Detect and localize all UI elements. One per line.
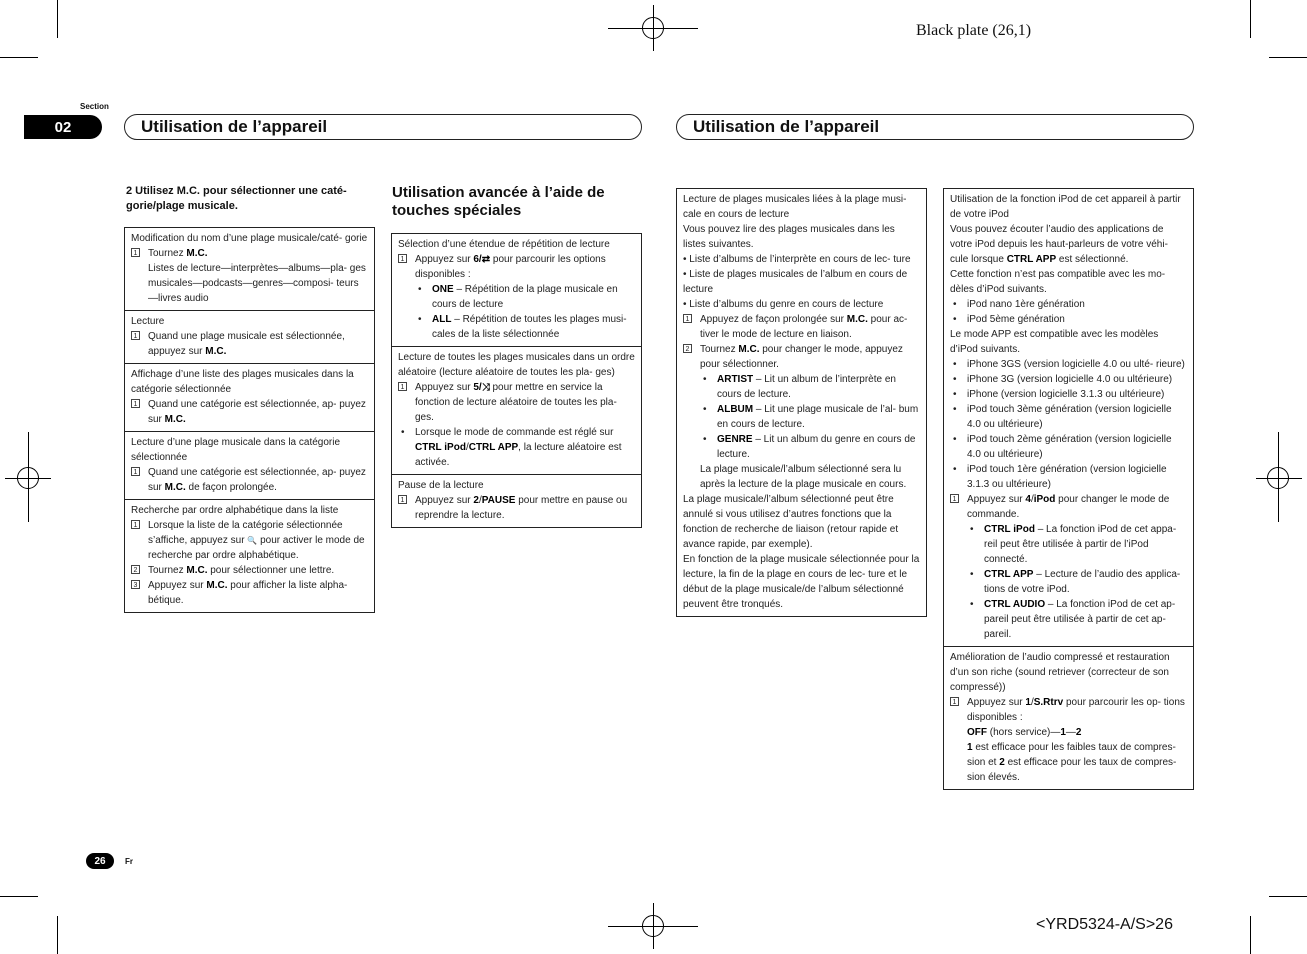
step-2-title: 2 Utilisez M.C. pour sélectionner une caté- gorie/plage musicale. xyxy=(126,185,347,212)
step-text: pour sélectionner une lettre. xyxy=(207,565,335,576)
button-name: 1 xyxy=(1025,697,1031,708)
button-name: 2 xyxy=(473,495,479,506)
step-number: 1 xyxy=(131,399,140,408)
step-number: 1 xyxy=(950,697,959,706)
step-item xyxy=(131,465,368,495)
option-item xyxy=(950,522,1187,567)
option-name: 1 xyxy=(1060,727,1066,738)
cell-title: Lecture xyxy=(131,316,165,327)
crop-mark xyxy=(1250,0,1251,38)
option-name: 2 xyxy=(999,757,1005,768)
option-text: – Lit un album de l’interprète en cours de lecture. xyxy=(717,374,896,400)
column2-table xyxy=(391,233,642,528)
step-number: 1 xyxy=(398,495,407,504)
table-cell xyxy=(125,500,374,612)
button-name: M.C. xyxy=(164,414,186,425)
paragraph: Le mode APP est compatible avec les modèles d’iPod suivants. xyxy=(950,329,1159,355)
crop-mark xyxy=(1269,57,1307,58)
option-name: ALBUM xyxy=(717,404,754,415)
note-item xyxy=(398,425,635,470)
list-item: • iPhone 3G (version logicielle 4.0 ou ultérieure) xyxy=(950,372,1187,387)
step-text: Appuyez sur xyxy=(148,580,207,591)
step-text: Appuyez sur xyxy=(415,495,474,506)
step-item xyxy=(683,312,920,342)
button-name: M.C. xyxy=(164,482,186,493)
step-text: Listes de lecture—interprètes—albums—pla- ges musicales—podcasts—genres—composi- teurs—livres audio xyxy=(148,263,366,304)
search-icon: 🔍 xyxy=(247,536,258,545)
button-name: M.C. xyxy=(205,346,227,357)
step-number: 1 xyxy=(131,467,140,476)
note: La plage musicale/l’album sélectionné sera lu après la lecture de la plage musicale en cours. xyxy=(700,464,907,490)
crop-mark xyxy=(57,916,58,954)
option-text: – Lit un album du genre en cours de lecture. xyxy=(717,434,916,460)
step-text: pour afficher la liste alpha- bétique. xyxy=(148,580,348,606)
step-text: Appuyez sur xyxy=(967,697,1026,708)
text: Vous pouvez écouter l’audio des applications de votre iPod depuis les haut-parleurs de votre véhi- cule lorsque xyxy=(950,224,1168,265)
text: est sélectionné. xyxy=(1056,254,1129,265)
option-text: – La fonction iPod de cet ap- pareil peut être utilisée à partir de cet ap- pareil. xyxy=(984,599,1176,640)
option-name: OFF xyxy=(967,727,987,738)
registration-line xyxy=(28,432,29,522)
separator: / xyxy=(1030,697,1034,708)
step-text: pour parcourir les options disponibles : xyxy=(415,254,606,280)
repeat-icon: ⇄ xyxy=(481,254,491,265)
step-text: Appuyez sur xyxy=(415,254,474,265)
paragraph xyxy=(950,222,1187,267)
cell-title: Lecture de toutes les plages musicales dans un ordre aléatoire (lecture aléatoire de toutes les pla- ges) xyxy=(398,352,635,378)
table-cell xyxy=(392,347,641,475)
cell-title: Modification du nom d’une plage musicale/caté- gorie xyxy=(131,233,368,244)
table-cell xyxy=(125,432,374,500)
mode-name: CTRL APP xyxy=(468,442,519,453)
separator: / xyxy=(1030,494,1034,505)
option-text: – La fonction iPod de cet appa- reil peut être utilisée à partir de l’iPod connecté. xyxy=(984,524,1177,565)
step-item xyxy=(398,252,635,282)
option-item xyxy=(683,402,920,432)
language-label: Fr xyxy=(125,857,133,866)
cell-title: Affichage d’une liste des plages musicales dans la catégorie sélectionnée xyxy=(131,369,354,395)
option-sequence xyxy=(950,725,1187,740)
table-cell xyxy=(944,647,1193,789)
option-name: CTRL APP xyxy=(984,569,1034,580)
option-item xyxy=(683,372,920,402)
step-text: pour changer le mode, appuyez pour sélectionner. xyxy=(700,344,903,370)
separator: / xyxy=(465,442,469,453)
button-name: M.C. xyxy=(206,580,228,591)
option-item xyxy=(398,312,635,342)
button-name: M.C. xyxy=(186,248,208,259)
step-number: 2 xyxy=(683,344,692,353)
registration-line xyxy=(608,28,698,29)
option-name: ONE xyxy=(432,284,454,295)
section-number-badge: 02 xyxy=(24,115,102,139)
note-text: Lorsque le mode de commande est réglé sur xyxy=(415,427,614,438)
list-item: • iPod touch 3ème génération (version logicielle 4.0 ou ultérieure) xyxy=(950,402,1187,432)
column4-table xyxy=(943,188,1194,790)
header-right: Utilisation de l’appareil xyxy=(676,114,1194,140)
plate-label: Black plate (26,1) xyxy=(916,22,1032,39)
header-left: Utilisation de l’appareil xyxy=(124,114,642,140)
step-text: Appuyez sur xyxy=(415,382,474,393)
option-text: – Répétition de toutes les plages musi- cales de la liste sélectionnée xyxy=(432,314,627,340)
table-cell xyxy=(392,234,641,347)
registration-line xyxy=(1278,432,1279,522)
step-text: Tournez xyxy=(148,248,187,259)
option-name: 1 xyxy=(967,742,973,753)
paragraph: En fonction de la plage musicale sélectionnée pour la lecture, la fin de la plage en cours de lec- ture et le début de la plage musicale/de l’album sélectionné peuvent être tronqués. xyxy=(683,554,920,610)
step-text: pour parcourir les op- tions disponibles : xyxy=(967,697,1185,723)
column1-table xyxy=(124,227,375,613)
table-cell xyxy=(677,189,926,616)
button-name: 5/ xyxy=(473,382,482,393)
option-text: est efficace pour les faibles taux de compres- sion et xyxy=(967,742,1176,768)
paragraph: Cette fonction n’est pas compatible avec les mo- dèles d’iPod suivants. xyxy=(950,269,1166,295)
step-number: 1 xyxy=(131,520,140,529)
paragraph: La plage musicale/l’album sélectionné peut être annulé si vous utilisez d’autres fonctions que la fonction de recherche de liaison (retour rapide et avance rapide, par exemple). xyxy=(683,494,899,550)
note-text: , la lecture aléatoire est activée. xyxy=(415,442,622,468)
option-name: ARTIST xyxy=(717,374,754,385)
step-text: Quand une catégorie est sélectionnée, ap- puyez sur xyxy=(148,467,366,493)
mode-name: CTRL iPod xyxy=(415,442,466,453)
crop-mark xyxy=(1269,896,1307,897)
crop-mark xyxy=(0,896,38,897)
list-item: • iPod 5ème génération xyxy=(950,312,1187,327)
registration-line xyxy=(608,926,698,927)
button-name: 4 xyxy=(1025,494,1031,505)
button-name: PAUSE xyxy=(481,495,516,506)
shuffle-icon: ⤨ xyxy=(481,382,490,393)
step-item xyxy=(950,492,1187,522)
list-item: • iPhone (version logicielle 3.1.3 ou ultérieure) xyxy=(950,387,1187,402)
step-item xyxy=(131,518,368,563)
cell-title: Lecture de plages musicales liées à la plage musi- cale en cours de lecture xyxy=(683,194,907,220)
step-text: Tournez xyxy=(700,344,739,355)
step-item xyxy=(950,695,1187,725)
option-text: – Lit une plage musicale de l’al- bum en cours de lecture. xyxy=(717,404,919,430)
option-text: (hors service)— xyxy=(987,727,1061,738)
step-item xyxy=(131,329,368,359)
option-item xyxy=(398,282,635,312)
crop-mark xyxy=(0,57,38,58)
step-text: Quand une plage musicale est sélectionnée, appuyez sur xyxy=(148,331,345,357)
step-text: pour mettre en pause ou reprendre la lecture. xyxy=(415,495,628,521)
step-text: de façon prolongée. xyxy=(185,482,277,493)
option-name: CTRL iPod xyxy=(984,524,1035,535)
document-code: <YRD5324-A/S>26 xyxy=(1036,916,1173,933)
option-text: est efficace pour les taux de compres- sion élevés. xyxy=(967,757,1177,783)
cell-title: Pause de la lecture xyxy=(398,480,484,491)
section-label: Section xyxy=(80,102,109,111)
table-cell xyxy=(125,311,374,364)
list-item: • iPod nano 1ère génération xyxy=(950,297,1187,312)
option-item xyxy=(950,567,1187,597)
mode-name: CTRL APP xyxy=(1006,254,1057,265)
option-text: – Répétition de la plage musicale en cours de lecture xyxy=(432,284,618,310)
registration-line xyxy=(5,478,51,479)
step-item xyxy=(131,246,368,306)
list-item: • Liste de plages musicales de l’album en cours de lecture xyxy=(683,269,908,295)
table-cell xyxy=(392,475,641,527)
registration-line xyxy=(1256,478,1302,479)
step-text: pour ac- tiver le mode de lecture en liaison. xyxy=(700,314,908,340)
step-number: 1 xyxy=(398,382,407,391)
cell-title: Utilisation de la fonction iPod de cet appareil à partir de votre iPod xyxy=(950,194,1181,220)
step-item xyxy=(131,563,368,578)
column3-table xyxy=(676,188,927,617)
step-number: 3 xyxy=(131,580,140,589)
step-number: 1 xyxy=(683,314,692,323)
step-number: 1 xyxy=(398,254,407,263)
step-text: Quand une catégorie est sélectionnée, ap- puyez sur xyxy=(148,399,366,425)
step-number: 1 xyxy=(131,248,140,257)
list-item: • iPod touch 2ème génération (version logicielle 4.0 ou ultérieure) xyxy=(950,432,1187,462)
option-name: CTRL AUDIO xyxy=(984,599,1046,610)
cell-title: Amélioration de l’audio compressé et restauration d’un son riche (sound retriever (correcteur de son compressé)) xyxy=(950,652,1170,693)
list-item: • iPod touch 1ère génération (version logicielle 3.1.3 ou ultérieure) xyxy=(950,462,1187,492)
crop-mark xyxy=(1250,916,1251,954)
button-name: M.C. xyxy=(846,314,868,325)
option-item xyxy=(683,432,920,462)
button-name: 6/ xyxy=(473,254,482,265)
separator: / xyxy=(478,495,482,506)
option-name: ALL xyxy=(432,314,452,325)
step-item xyxy=(398,493,635,523)
option-name: 2 xyxy=(1075,727,1082,738)
button-name: M.C. xyxy=(186,565,208,576)
crop-mark xyxy=(57,0,58,38)
option-name: GENRE xyxy=(717,434,753,445)
step-item xyxy=(131,397,368,427)
table-cell xyxy=(125,228,374,311)
list-item: • Liste d’albums de l’interprète en cours de lec- ture xyxy=(683,254,911,265)
step-text: Lorsque la liste de la catégorie sélectionnée s’affiche, appuyez sur xyxy=(148,520,343,546)
cell-title: Recherche par ordre alphabétique dans la liste xyxy=(131,505,339,516)
table-cell xyxy=(125,364,374,432)
step-item xyxy=(398,380,635,425)
cell-title: Sélection d’une étendue de répétition de lecture xyxy=(398,239,610,250)
option-text: – Lecture de l’audio des applica- tions de votre iPod. xyxy=(984,569,1181,595)
step-text: Appuyez de façon prolongée sur xyxy=(700,314,847,325)
option-note xyxy=(950,740,1187,785)
list-item: • Liste d’albums du genre en cours de lecture xyxy=(683,299,884,310)
separator: — xyxy=(1065,727,1076,738)
step-text: pour changer le mode de commande. xyxy=(967,494,1170,520)
button-name: iPod xyxy=(1033,494,1056,505)
table-cell xyxy=(944,189,1193,647)
list-item: • iPhone 3GS (version logicielle 4.0 ou ulté- rieure) xyxy=(950,357,1187,372)
step-item xyxy=(131,578,368,608)
page-number: 26 xyxy=(86,853,114,869)
step-text: Appuyez sur xyxy=(967,494,1026,505)
step-item xyxy=(683,342,920,372)
step-text: Tournez xyxy=(148,565,187,576)
step-text: pour mettre en service la fonction de lecture aléatoire de toutes les pla- ges. xyxy=(415,382,617,423)
step-number: 1 xyxy=(950,494,959,503)
paragraph: Vous pouvez lire des plages musicales dans les listes suivantes. xyxy=(683,224,895,250)
step-number: 1 xyxy=(131,331,140,340)
option-item xyxy=(950,597,1187,642)
step-text: pour activer le mode de recherche par ordre alphabétique. xyxy=(148,535,365,561)
button-name: M.C. xyxy=(738,344,760,355)
button-name: S.Rtrv xyxy=(1033,697,1064,708)
cell-title: Lecture d’une plage musicale dans la catégorie sélectionnée xyxy=(131,437,341,463)
step-number: 2 xyxy=(131,565,140,574)
advanced-usage-heading: Utilisation avancée à l’aide de touches spéciales xyxy=(392,184,605,219)
